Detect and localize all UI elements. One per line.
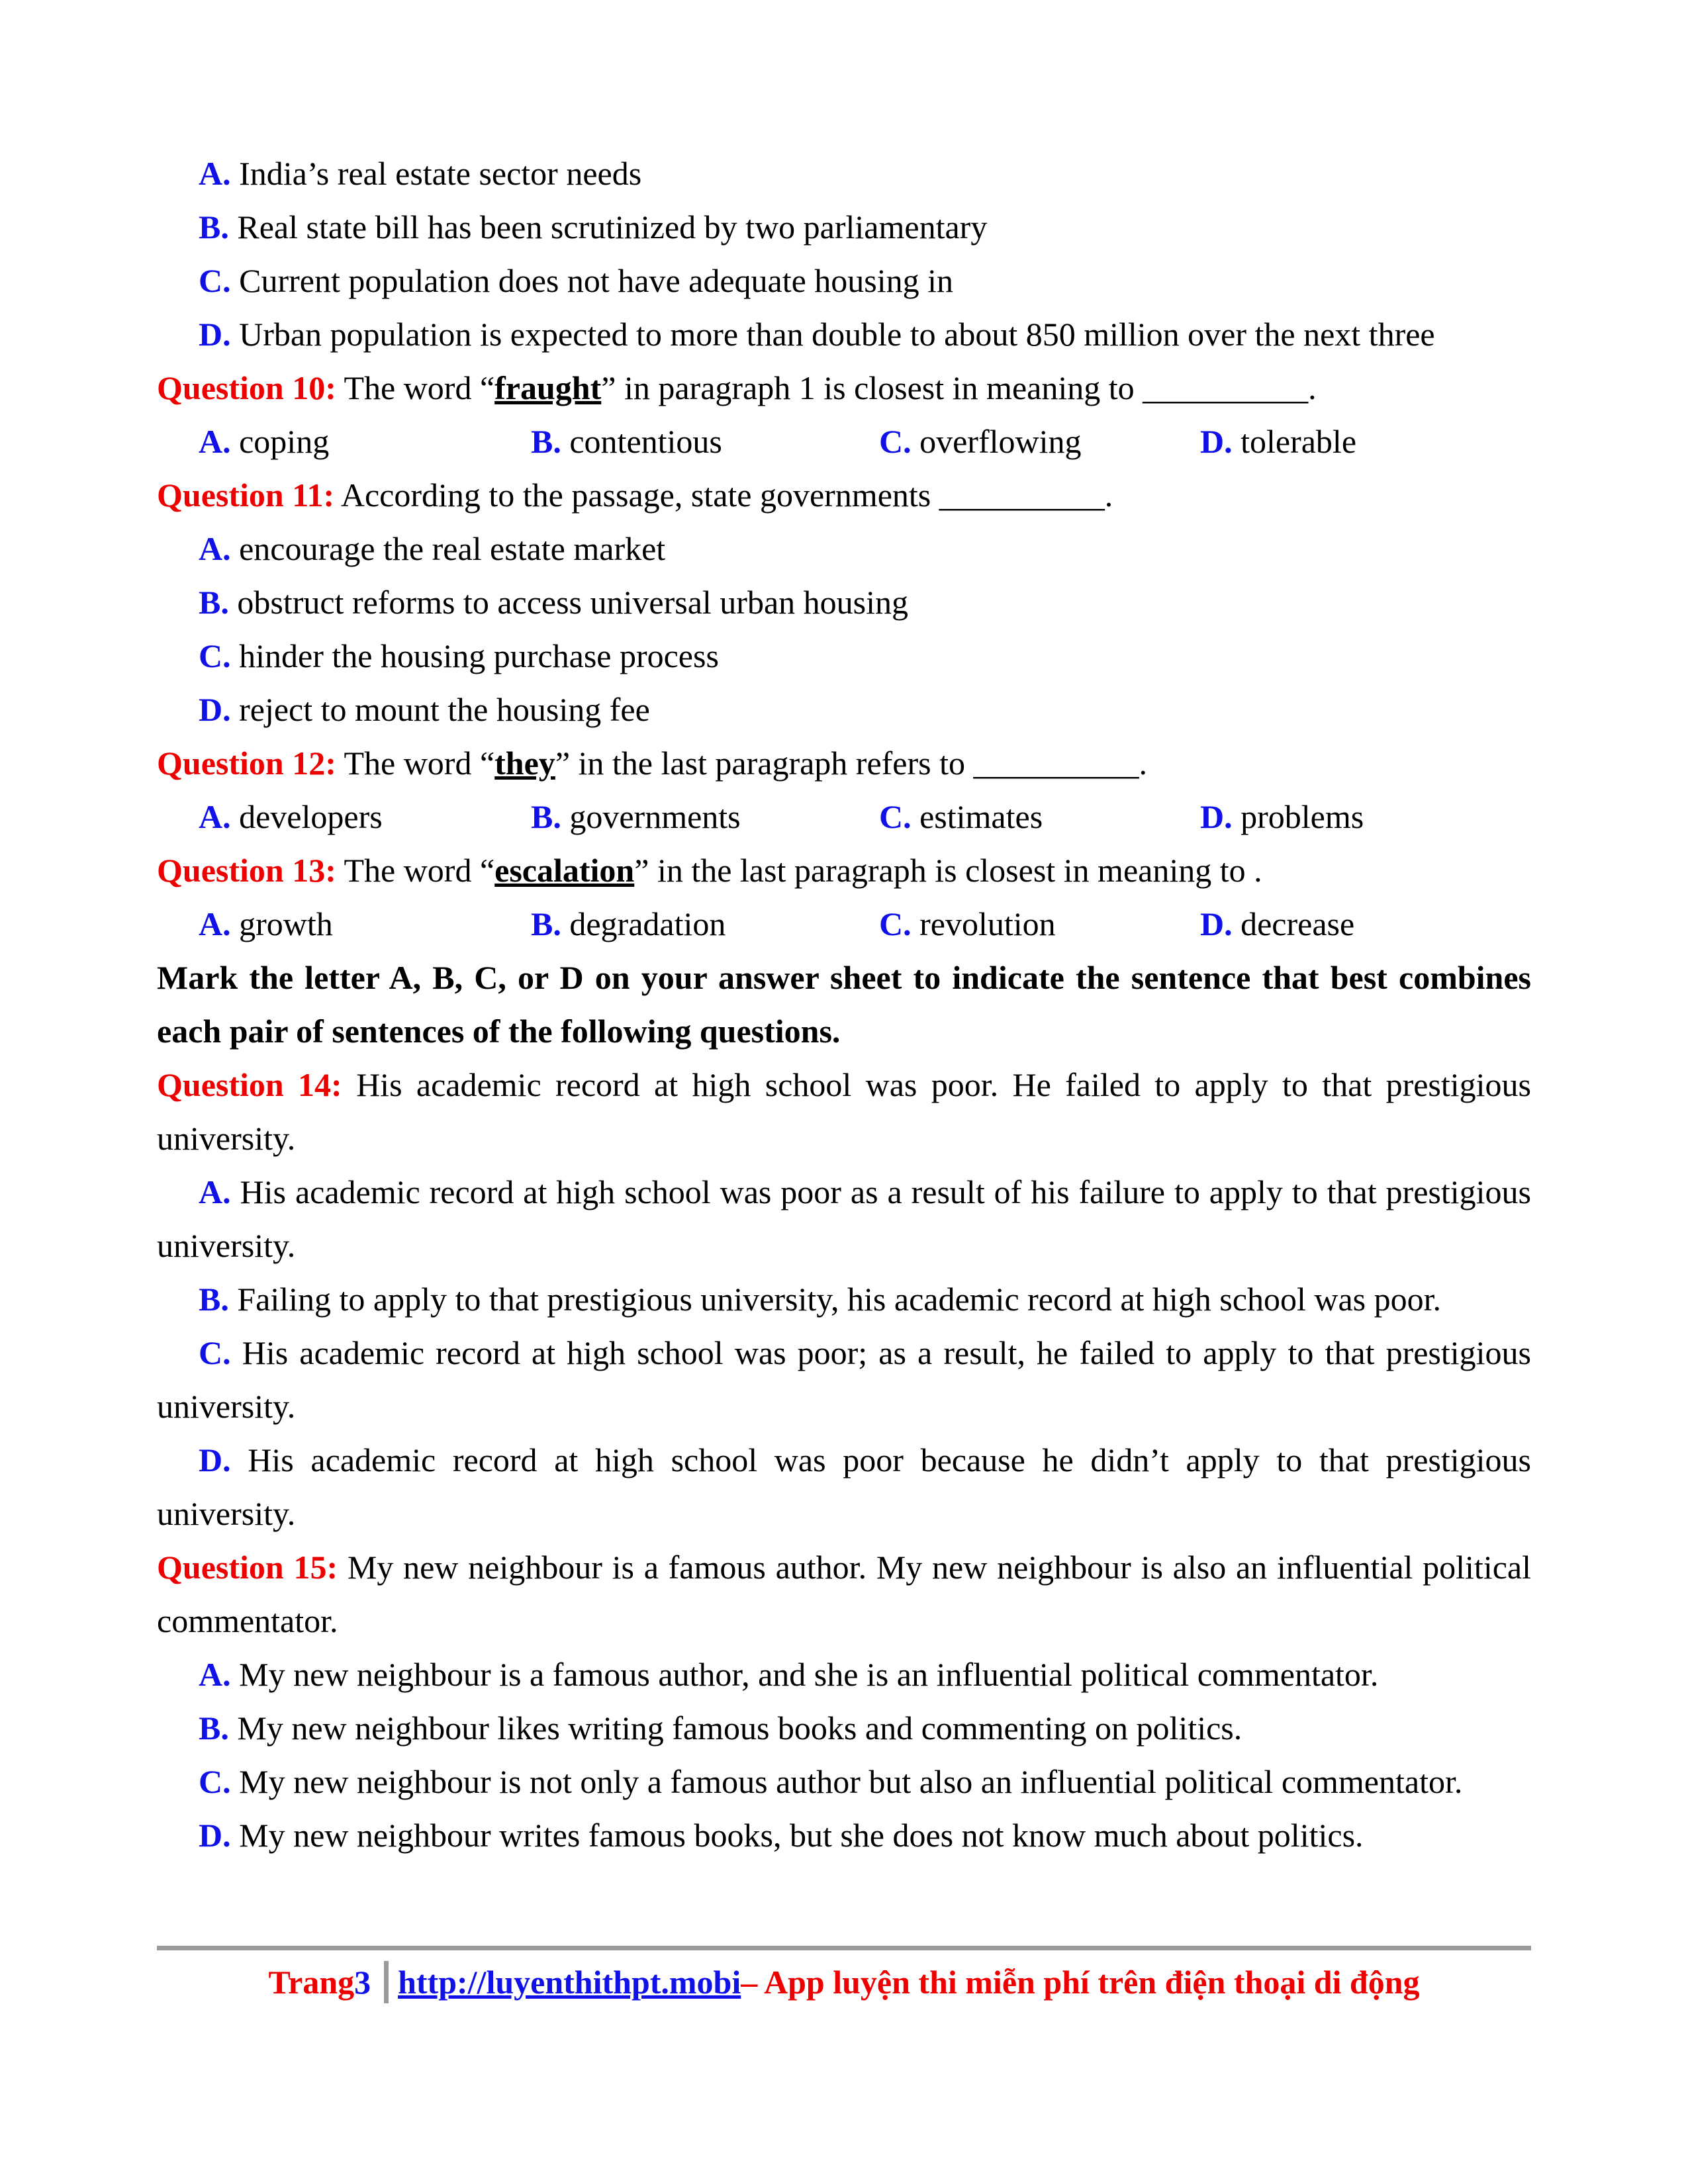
q15-option-d: D. My new neighbour writes famous books, but she does not know much about politics. [199, 1817, 1364, 1854]
question-13: Question 13: The word “escalation” in the last paragraph is closest in meaning to . [157, 852, 1262, 889]
section-instruction: Mark the letter A, B, C, or D on your answer sheet to indicate the sentence that best combines each pair of sentences of the following questions. [157, 959, 1531, 1050]
q11-option-a: A. encourage the real estate market [199, 530, 666, 567]
q12-option-c: C. estimates [879, 798, 1043, 835]
q15-option-c: C. My new neighbour is not only a famous author but also an influential political commentator. [199, 1763, 1463, 1800]
q13-option-c: C. revolution [879, 905, 1056, 942]
question-10: Question 10: The word “fraught” in paragraph 1 is closest in meaning to __________. [157, 369, 1317, 406]
question-12: Question 12: The word “they” in the last paragraph refers to __________. [157, 745, 1147, 782]
q12-option-d: D. problems [1200, 798, 1364, 835]
q15-option-b: B. My new neighbour likes writing famous books and commenting on politics. [199, 1709, 1243, 1747]
q13-option-d: D. decrease [1200, 905, 1355, 942]
page-label: Trang [268, 1964, 355, 2001]
q10-option-b: B. contentious [531, 423, 722, 460]
page-number: 3 [354, 1964, 371, 2001]
q10-option-d: D. tolerable [1200, 423, 1357, 460]
page-footer [157, 1946, 1531, 2003]
q13-option-b: B. degradation [531, 905, 726, 942]
exam-content [157, 147, 1531, 1862]
footer-tagline: – App luyện thi miễn phí trên điện thoại di động [741, 1964, 1420, 2001]
q11-option-c: C. hinder the housing purchase process [199, 637, 719, 674]
q13-options [157, 897, 1531, 951]
q14-option-b: B. Failing to apply to that prestigious university, his academic record at high school was poor. [199, 1281, 1441, 1318]
site-link[interactable]: http://luyenthithpt.mobi [398, 1964, 741, 2001]
q9-option-c: C. Current population does not have adequate housing in [199, 262, 954, 299]
q14-option-c: C. His academic record at high school was poor; as a result, he failed to apply to that prestigious university. [157, 1334, 1531, 1425]
question-11: Question 11: According to the passage, state governments __________. [157, 477, 1113, 514]
q12-options [157, 790, 1531, 844]
question-14: Question 14: His academic record at high school was poor. He failed to apply to that prestigious university. [157, 1066, 1532, 1157]
q15-option-a: A. My new neighbour is a famous author, and she is an influential political commentator. [199, 1656, 1379, 1693]
q13-option-a: A. growth [199, 905, 333, 942]
q12-option-a: A. developers [199, 798, 383, 835]
q9-option-b: B. Real state bill has been scrutinized by two parliamentary [199, 208, 988, 246]
q11-option-b: B. obstruct reforms to access universal urban housing [199, 584, 908, 621]
q12-option-b: B. governments [531, 798, 741, 835]
q14-option-a: A. His academic record at high school was poor as a result of his failure to apply to that prestigious university. [157, 1173, 1531, 1264]
q11-option-d: D. reject to mount the housing fee [199, 691, 650, 728]
keyword-escalation: escalation [494, 852, 635, 889]
footer-separator [384, 1961, 389, 2003]
q9-option-a: A. India’s real estate sector needs [199, 155, 642, 192]
question-15: Question 15: My new neighbour is a famous author. My new neighbour is also an influential political commentator. [157, 1549, 1531, 1639]
q10-option-c: C. overflowing [879, 423, 1082, 460]
keyword-fraught: fraught [494, 369, 602, 406]
keyword-they: they [494, 745, 555, 782]
q10-options [157, 415, 1531, 469]
q14-option-d: D. His academic record at high school was poor because he didn’t apply to that prestigious university. [157, 1441, 1531, 1532]
q9-option-d: D. Urban population is expected to more than double to about 850 million over the next three [199, 316, 1435, 353]
q10-option-a: A. coping [199, 423, 330, 460]
